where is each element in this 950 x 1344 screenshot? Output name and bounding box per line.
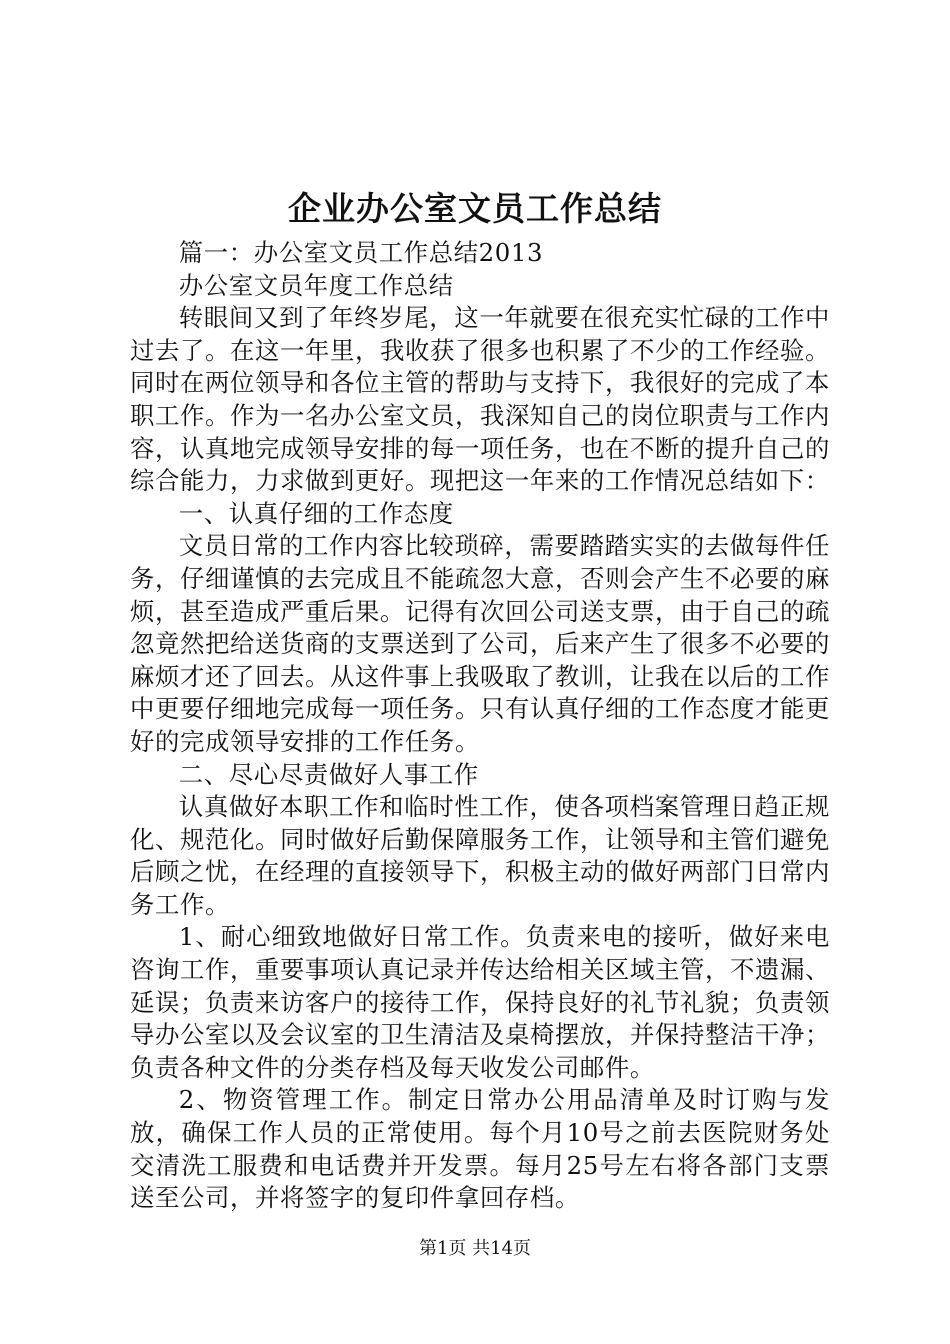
document-body <box>130 237 830 1215</box>
paragraph-intro: 转眼间又到了年终岁尾，这一年就要在很充实忙碌的工作中过去了。在这一年里，我收获了很多也积累了不少的工作经验。同时在两位领导和各位主管的帮助与支持下，我很好的完成了本职工作。作为一名办公室文员，我深知自己的岗位职责与工作内容，认真地完成领导安排的每一项任务，也在不断的提升自己的综合能力，力求做到更好。现把这一年来的工作情况总结如下： <box>130 303 830 496</box>
section-heading-2: 二、尽心尽责做好人事工作 <box>178 759 479 789</box>
paragraph-section-2: 认真做好本职工作和临时性工作，使各项档案管理日趋正规化、规范化。同时做好后勤保障服务工作，让领导和主管们避免后顾之忧，在经理的直接领导下，积极主动的做好两部门日常内务工作。 <box>130 792 830 919</box>
paragraph-subtitle: 篇一：办公室文员工作总结2013 <box>178 238 544 267</box>
page-footer: 第1页 共14页 <box>418 1238 532 1259</box>
document-title: 企业办公室文员工作总结 <box>288 189 662 228</box>
paragraph-item-2: 2、物资管理工作。制定日常办公用品清单及时订购与发放，确保工作人员的正常使用。每个月10号之前去医院财务处交清洗工服费和电话费并开发票。每月25号左右将各部门支票送至公司，并将签字的复印件拿回存档。 <box>130 1085 830 1213</box>
paragraph-heading: 办公室文员年度工作总结 <box>178 270 454 300</box>
paragraph-section-1: 文员日常的工作内容比较琐碎，需要踏踏实实的去做每件任务，仔细谨慎的去完成且不能疏忽大意，否则会产生不必要的麻烦，甚至造成严重后果。记得有次回公司送支票，由于自己的疏忽竟然把给送货商的支票送到了公司，后来产生了很多不必要的麻烦才还了回去。从这件事上我吸取了教训，让我在以后的工作中更要仔细地完成每一项任务。只有认真仔细的工作态度才能更好的完成领导安排的工作任务。 <box>130 531 830 756</box>
section-heading-1: 一、认真仔细的工作态度 <box>178 498 454 528</box>
paragraph-item-1: 1、耐心细致地做好日常工作。负责来电的接听，做好来电咨询工作，重要事项认真记录并传达给相关区域主管，不遗漏、延误；负责来访客户的接待工作，保持良好的礼节礼貌；负责领导办公室以及会议室的卫生清洁及桌椅摆放，并保持整洁干净；负责各种文件的分类存档及每天收发公司邮件。 <box>130 922 830 1082</box>
